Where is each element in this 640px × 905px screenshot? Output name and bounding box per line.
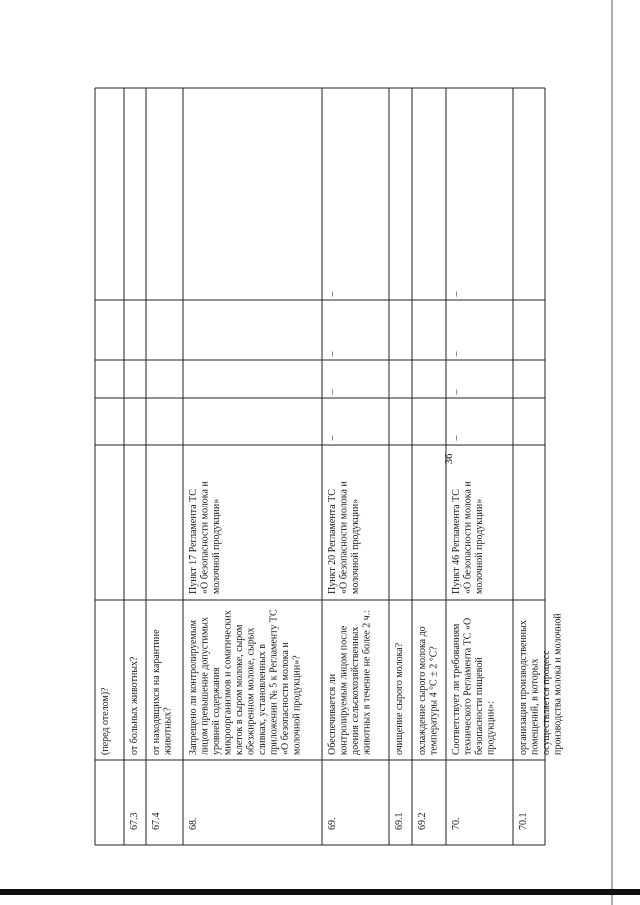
question-text: животных в течение не более 2 ч.: <box>361 609 373 755</box>
question-text: приложении № 5 к Регламенту ТС <box>268 609 280 755</box>
question-text: клеток в сыром молоке, сыром <box>234 624 245 755</box>
reference-text: Пункт 20 Регламента ТС <box>327 489 338 594</box>
reference-text: Пункт 46 Регламента ТС <box>451 489 462 594</box>
question-text: организация производственных <box>518 620 529 755</box>
question-text: производства молока и молочной <box>552 613 564 755</box>
answer-mark: – <box>327 291 338 297</box>
row-number: 70. <box>451 817 462 830</box>
question-text: лицом превышение допустимых <box>199 617 211 755</box>
reference-text: молочной продукции» <box>474 498 485 594</box>
answer-mark: – <box>451 351 462 357</box>
row-number: 69. <box>327 817 338 830</box>
question-text: от находящихся на карантине <box>151 629 162 755</box>
question-text: уровней содержания <box>211 667 222 755</box>
answer-mark: – <box>451 389 462 395</box>
row-number: 69.1 <box>394 812 405 830</box>
question-text: продукции»: <box>485 701 497 755</box>
answer-mark: – <box>451 435 462 441</box>
question-text: от больных животных? <box>129 656 140 755</box>
question-text: температуры 4 °С ± 2 °С? <box>428 646 440 755</box>
answer-mark: – <box>327 351 338 357</box>
question-text: безопасности пищевой <box>474 657 485 755</box>
question-text: очищение сырого молока? <box>394 642 405 755</box>
reference-text: молочной продукции» <box>211 498 222 594</box>
scan-edge-bottom <box>0 889 640 895</box>
question-text: осуществляется процесс <box>541 650 552 755</box>
question-text: сливках, установленных в <box>257 643 268 755</box>
question-text: обезжиренном молоке, сырых <box>245 627 257 755</box>
answer-mark: – <box>451 291 462 297</box>
question-text: (перед отелом)? <box>100 687 111 755</box>
question-text: технического Регламента ТС «О <box>462 617 474 755</box>
question-text: помещений, в которых <box>529 658 541 755</box>
row-number: 70.1 <box>518 812 529 830</box>
question-text: животных? <box>162 707 174 755</box>
row-number: 67.3 <box>129 812 140 830</box>
question-text: Запрещено ли контролируемым <box>188 620 199 755</box>
reference-text: «О безопасности молока и <box>338 481 350 594</box>
reference-text: молочной продукции» <box>350 498 361 594</box>
question-text: охлаждение сырого молока до <box>417 626 428 755</box>
reference-text: «О безопасности молока и <box>462 481 474 594</box>
row-number: 67.4 <box>151 812 162 830</box>
question-text: доения сельскохозяйственных <box>350 626 361 755</box>
question-text: Обеспечивается ли <box>327 673 338 755</box>
page-number: 36 <box>443 453 455 465</box>
question-text: контролируемым лицом после <box>338 625 350 755</box>
row-number: 69.2 <box>417 812 428 830</box>
answer-mark: – <box>327 435 338 441</box>
question-text: Соответствует ли требованиям <box>451 623 462 755</box>
reference-text: «О безопасности молока и <box>199 481 211 594</box>
row-number: 68. <box>188 817 199 830</box>
question-text: молочной продукции»? <box>291 655 303 755</box>
answer-mark: – <box>327 389 338 395</box>
question-text: микроорганизмов и соматических <box>222 610 234 755</box>
question-text: «О безопасности молока и <box>280 642 291 755</box>
reference-text: Пункт 17 Регламента ТС <box>188 489 199 594</box>
